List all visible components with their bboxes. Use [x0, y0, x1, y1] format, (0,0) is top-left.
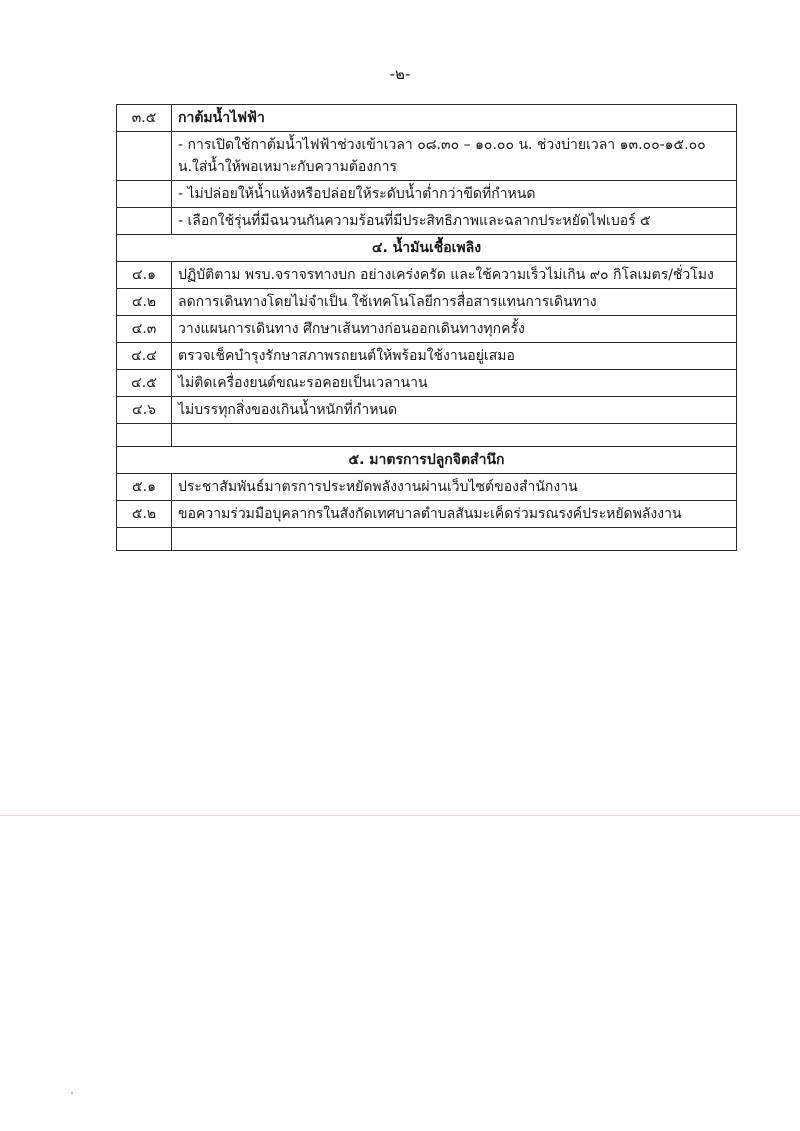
item-text: ไม่ติดเครื่องยนต์ขณะรอคอยเป็นเวลานาน [172, 370, 737, 397]
item-text: ไม่บรรทุกสิ่งของเกินน้ำหนักที่กำหนด [172, 397, 737, 424]
item-number: ๓.๕ [117, 105, 172, 132]
blank-row [117, 424, 737, 447]
item-text: ตรวจเช็คบำรุงรักษาสภาพรถยนต์ให้พร้อมใช้งานอยู่เสมอ [172, 343, 737, 370]
item-number: ๕.๒ [117, 501, 172, 528]
table-row [117, 181, 737, 208]
table-row [117, 397, 737, 424]
empty-cell [117, 208, 172, 235]
table-row [117, 105, 737, 132]
item-number: ๔.๕ [117, 370, 172, 397]
item-number: ๔.๖ [117, 397, 172, 424]
item-number: ๔.๑ [117, 262, 172, 289]
section-heading: ๕. มาตรการปลูกจิตสำนึก [117, 447, 737, 474]
item-number: ๔.๓ [117, 316, 172, 343]
empty-cell [172, 528, 737, 551]
energy-measures-table [116, 104, 737, 551]
table-row [117, 289, 737, 316]
blank-row [117, 528, 737, 551]
item-text: ขอความร่วมมือบุคลากรในสังกัดเทศบาลตำบลสันมะเค็ดร่วมรณรงค์ประหยัดพลังงาน [172, 501, 737, 528]
item-title: กาต้มน้ำไฟฟ้า [172, 105, 737, 132]
scan-fold-line [0, 815, 800, 816]
item-text: ปฏิบัติตาม พรบ.จราจรทางบก อย่างเคร่งครัด และใช้ความเร็วไม่เกิน ๙๐ กิโลเมตร/ชั่วโมง [172, 262, 737, 289]
table-row [117, 262, 737, 289]
section-heading: ๔. น้ำมันเชื้อเพลิง [117, 235, 737, 262]
table-row [117, 208, 737, 235]
table-row [117, 501, 737, 528]
empty-cell [117, 528, 172, 551]
item-text: - ไม่ปล่อยให้น้ำแห้งหรือปล่อยให้ระดับน้ำต่ำกว่าขีดที่กำหนด [172, 181, 737, 208]
empty-cell [117, 132, 172, 181]
item-number: ๔.๒ [117, 289, 172, 316]
empty-cell [117, 181, 172, 208]
item-number: ๕.๑ [117, 474, 172, 501]
section-heading-row [117, 447, 737, 474]
item-text: - การเปิดใช้กาต้มน้ำไฟฟ้าช่วงเข้าเวลา ๐๘.๓๐ – ๑๐.๐๐ น. ช่วงบ่ายเวลา ๑๓.๐๐-๑๕.๐๐ น.ใส่น้ำให้พอเหมาะกับความต้องการ [172, 132, 737, 181]
table-row [117, 316, 737, 343]
section-heading-row [117, 235, 737, 262]
scan-speck [71, 1092, 73, 1094]
table-row [117, 132, 737, 181]
empty-cell [117, 424, 172, 447]
page-number: -๒- [389, 65, 411, 83]
table-row [117, 474, 737, 501]
item-text: ประชาสัมพันธ์มาตรการประหยัดพลังงานผ่านเว็บไซต์ของสำนักงาน [172, 474, 737, 501]
item-number: ๔.๔ [117, 343, 172, 370]
table-row [117, 343, 737, 370]
item-text: - เลือกใช้รุ่นที่มีฉนวนกันความร้อนที่มีประสิทธิภาพและฉลากประหยัดไฟเบอร์ ๕ [172, 208, 737, 235]
empty-cell [172, 424, 737, 447]
item-text: ลดการเดินทางโดยไม่จำเป็น ใช้เทคโนโลยีการสื่อสารแทนการเดินทาง [172, 289, 737, 316]
table-row [117, 370, 737, 397]
item-text: วางแผนการเดินทาง ศึกษาเส้นทางก่อนออกเดินทางทุกครั้ง [172, 316, 737, 343]
